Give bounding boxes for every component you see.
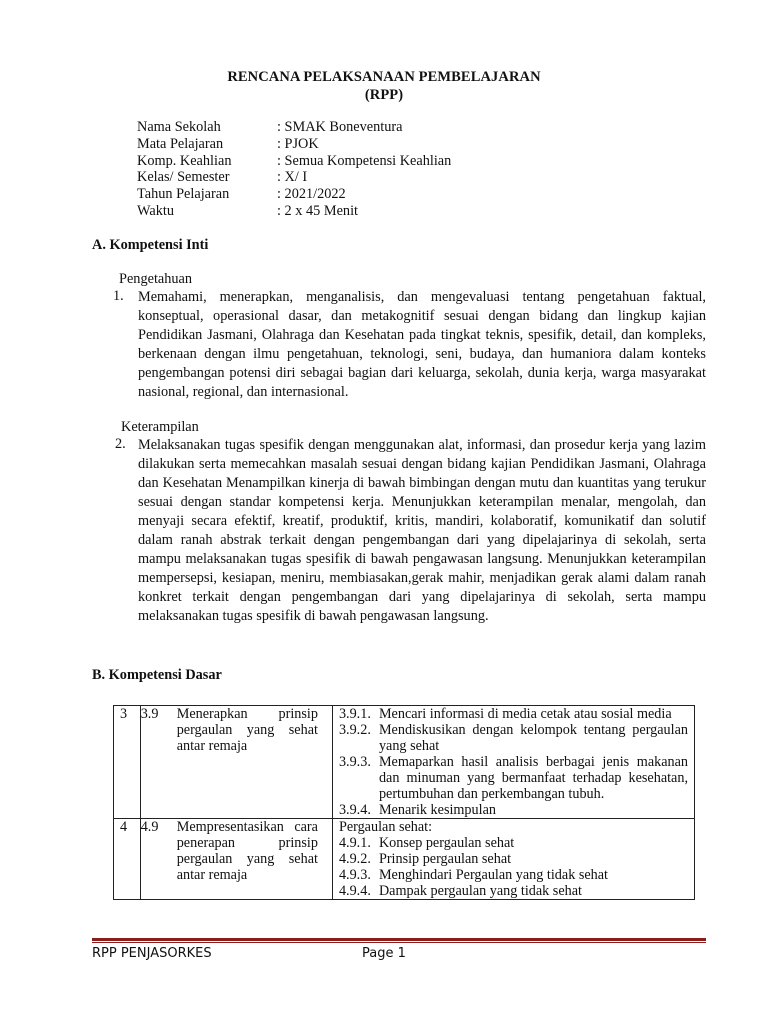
kd-text: Menerapkan prinsip pergaulan yang sehat antar remaja [176,706,318,754]
kd-text: Mempresentasikan cara penerapan prinsip pergaulan yang sehat antar remaja [176,819,318,883]
indicator-item [339,706,694,722]
indicator-item [339,883,694,899]
identity-value: : PJOK [277,135,319,152]
indicator-list [339,835,694,899]
keterampilan-number: 2. [115,436,126,452]
indicator-text: Mencari informasi di media cetak atau sosial media [378,706,672,722]
identity-value: : X/ I [277,169,308,186]
kd-cell [140,819,332,900]
kompetensi-dasar-table [113,705,695,900]
indicator-cell [332,706,694,819]
pengetahuan-text: Memahami, menerapkan, menganalisis, dan mengevaluasi tentang pengetahuan faktual, konseptual, operasional dasar, dan metakognitif sesuai dengan bidang dan lingkup kajian Pendidikan Jasmani, Olahraga dan Kesehatan pada tingkat teknis, spesifik, detail, dan kompleks, berkenaan dengan ilmu pengetahuan, teknologi, seni, budaya, dan humaniora dalam konteks pengembangan potensi diri sebagai bagian dari keluarga, sekolah, dunia kerja, warga masyarakat nasional, regional, dan internasional. [138,289,706,400]
table-row [114,819,695,900]
identity-label: Tahun Pelajaran [137,186,230,203]
indicator-item [339,722,694,754]
indicator-heading: Pergaulan sehat: [338,819,433,835]
identity-label: Nama Sekolah [137,119,221,135]
indicator-code: 3.9.3. [338,754,371,770]
identity-value: : 2021/2022 [277,186,346,203]
footer-rule-thin [92,942,706,943]
indicator-code: 4.9.2. [338,851,371,867]
identity-label: Komp. Keahlian [137,152,232,169]
pengetahuan-label: Pengetahuan [119,271,193,287]
indicator-text: Prinsip pergaulan sehat [378,851,512,867]
table-row [114,706,695,819]
section-a-heading: A. Kompetensi Inti [92,237,209,253]
identity-row [137,169,451,186]
section-b-heading: B. Kompetensi Dasar [92,667,222,683]
document-subtitle: (RPP) [364,87,404,103]
indicator-code: 4.9.3. [338,867,371,883]
keterampilan-label: Keterampilan [121,419,199,435]
row-number: 3 [114,706,141,819]
footer-rule [92,938,706,941]
footer-title: RPP PENJASORKES [92,946,212,961]
kd-code: 4.9 [140,819,159,835]
identity-label: Mata Pelajaran [137,135,224,152]
indicator-text: Mendiskusikan dengan kelompok tentang pergaulan yang sehat [378,722,688,754]
identity-value: : Semua Kompetensi Keahlian [277,152,452,169]
identity-value: : 2 x 45 Menit [277,202,359,219]
indicator-code: 4.9.1. [338,835,371,851]
indicator-item [339,835,694,851]
indicator-text: Dampak pergaulan yang tidak sehat [378,883,582,899]
page-number: Page 1 [362,946,406,961]
indicator-code: 3.9.4. [338,802,371,818]
kd-cell [140,706,332,819]
identity-row [137,186,451,203]
pengetahuan-number: 1. [113,288,124,304]
identity-label: Waktu [137,202,174,219]
indicator-code: 3.9.1. [338,706,371,722]
row-number: 4 [114,819,141,900]
indicator-item [339,802,694,818]
indicator-item [339,754,694,802]
indicator-text: Konsep pergaulan sehat [378,835,515,851]
keterampilan-text: Melaksanakan tugas spesifik dengan menggunakan alat, informasi, dan prosedur kerja yang lazim dilakukan serta memecahkan masalah sesuai dengan bidang kajian Pendidikan Jasmani, Olahraga dan Kesehatan Menampilkan kinerja di bawah bimbingan dengan mutu dan kuantitas yang terukur sesuai dengan standar kompetensi kerja. Menunjukkan keterampilan menalar, mengolah, dan menyaji secara efektif, kreatif, produktif, kritis, mandiri, kolaboratif, komunikatif dan solutif dalam ranah abstrak terkait dengan pengembangan dari yang dipelajarinya di sekolah, serta mampu melaksanakan tugas spesifik di bawah pengawasan langsung. Menunjukkan keterampilan mempersepsi, kesiapan, meniru, membiasakan,gerak mahir, menjadikan gerak alami dalam ranah konkret terkait dengan pengembangan dari yang dipelajarinya di sekolah, serta mampu melaksanakan tugas spesifik di bawah pengawasan langsung. [138,437,706,624]
indicator-text: Menarik kesimpulan [378,802,496,818]
indicator-code: 3.9.2. [338,722,371,738]
identity-block [137,119,451,220]
identity-row [137,153,451,170]
identity-value: : SMAK Boneventura [277,119,403,135]
identity-row [137,119,451,136]
kd-code: 3.9 [140,706,159,722]
identity-row [137,136,451,153]
indicator-list [339,706,694,818]
indicator-cell [332,819,694,900]
identity-label: Kelas/ Semester [137,169,230,186]
indicator-text: Memaparkan hasil analisis berbagai jenis makanan dan minuman yang bermanfaat terhadap kesehatan, pertumbuhan dan perkembangan tubuh. [378,754,688,802]
indicator-text: Menghindari Pergaulan yang tidak sehat [378,867,608,883]
indicator-code: 4.9.4. [338,883,371,899]
indicator-item [339,867,694,883]
indicator-item [339,851,694,867]
document-title: RENCANA PELAKSANAAN PEMBELAJARAN [227,69,541,85]
identity-row [137,203,451,220]
